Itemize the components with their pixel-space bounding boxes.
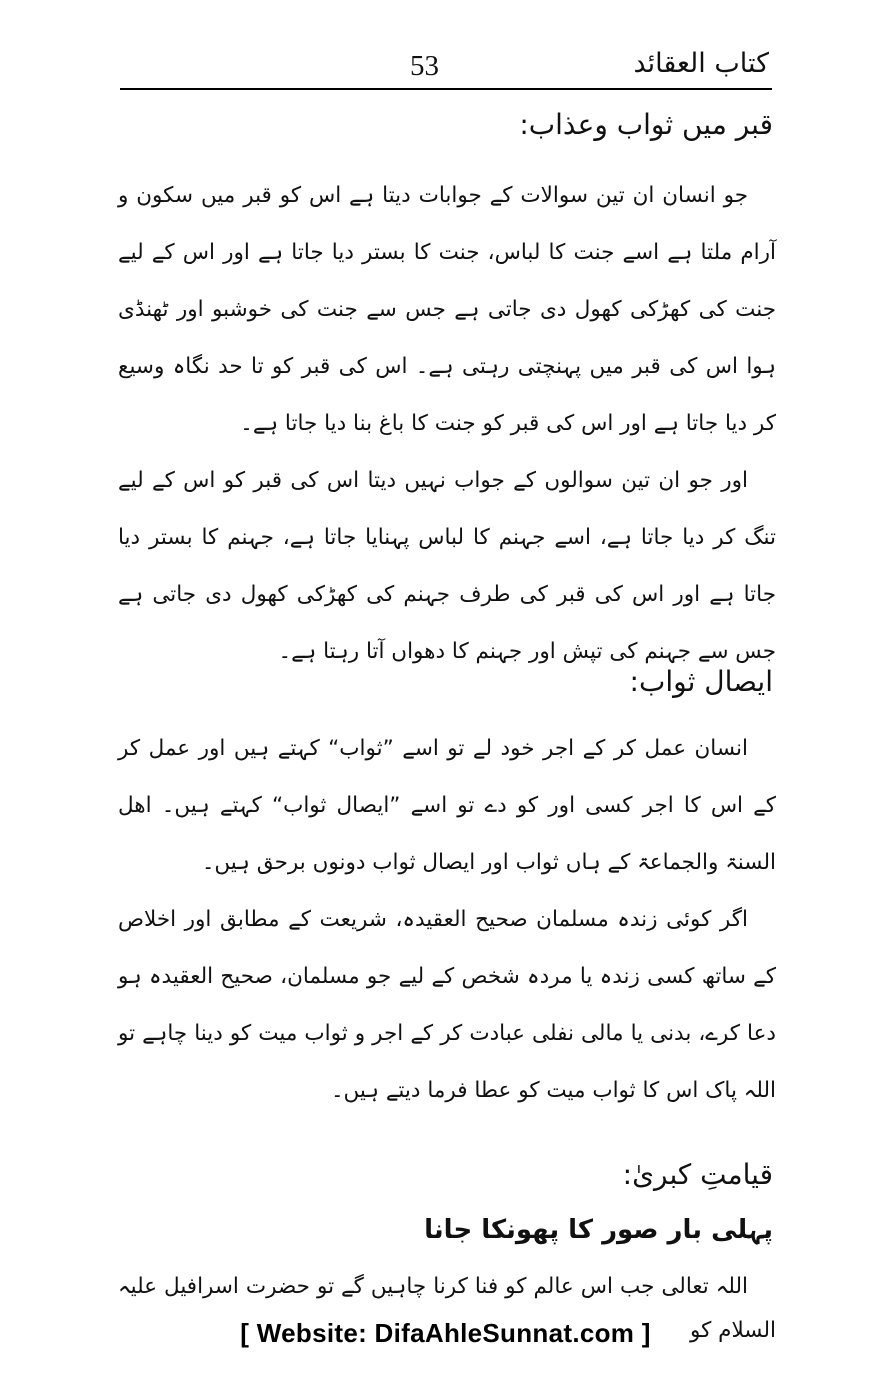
website-footer: [ Website: DifaAhleSunnat.com ] xyxy=(240,1318,651,1348)
section-heading-qiyamat: قیامتِ کبریٰ: xyxy=(622,1158,773,1191)
paragraph-isal-1: انسان عمل کر کے اجر خود لے تو اسے ”ثواب“ کہتے ہیں اور عمل کر کے اس کا اجر کسی اور کو دے تو اسے ”ایصال ثواب“ کہتے ہیں۔ اھل السنۃ والجماعۃ کے ہاں ثواب اور ایصال ثواب دونوں برحق ہیں۔ xyxy=(118,736,776,875)
header-divider xyxy=(120,88,772,90)
paragraph-qiyamat-1: اللہ تعالی جب اس عالم کو فنا کرنا چاہیں گے تو حضرت اسرافیل علیہ السلام کو xyxy=(118,1274,776,1343)
section-heading-isal: ایصال ثواب: xyxy=(629,665,773,698)
section-body-grave xyxy=(118,167,776,680)
subheading-first-trumpet: پہلی بار صور کا پھونکا جانا xyxy=(424,1215,773,1245)
book-title: کتاب العقائد xyxy=(633,48,769,79)
paragraph-grave-2: اور جو ان تین سوالوں کے جواب نہیں دیتا اس کی قبر کو اس کے لیے تنگ کر دیا جاتا ہے، اسے جہنم کا لباس پہنایا جاتا ہے، جہنم کا بستر دیا جاتا ہے اور اس کی قبر کی طرف جہنم کی کھڑکی کھول دی جاتی ہے جس سے جہنم کی تپش اور جہنم کا دھواں آتا رہتا ہے۔ xyxy=(118,468,776,664)
paragraph-isal-2: اگر کوئی زندہ مسلمان صحیح العقیدہ، شریعت کے مطابق اور اخلاص کے ساتھ کسی زندہ یا مردہ شخص کے لیے جو مسلمان، صحیح العقیدہ ہو دعا کرے، بدنی یا مالی نفلی عبادت کر کے اجر و ثواب میت کو دینا چاہے تو اللہ پاک اس کا ثواب میت کو عطا فرما دیتے ہیں۔ xyxy=(118,907,776,1103)
section-body-isal xyxy=(118,720,776,1119)
paragraph-grave-1: جو انسان ان تین سوالات کے جوابات دیتا ہے اس کو قبر میں سکون و آرام ملتا ہے اسے جنت کا لباس، جنت کا بستر دیا جاتا ہے اور اس کے لیے جنت کی کھڑکی کھول دی جاتی ہے جس سے جنت کی خوشبو اور ٹھنڈی ہوا اس کی قبر میں پہنچتی رہتی ہے۔ اس کی قبر کو تا حد نگاہ وسیع کر دیا جاتا ہے اور اس کی قبر کو جنت کا باغ بنا دیا جاتا ہے۔ xyxy=(118,183,776,436)
section-heading-grave: قبر میں ثواب وعذاب: xyxy=(519,108,773,141)
page-number: 53 xyxy=(410,50,439,82)
